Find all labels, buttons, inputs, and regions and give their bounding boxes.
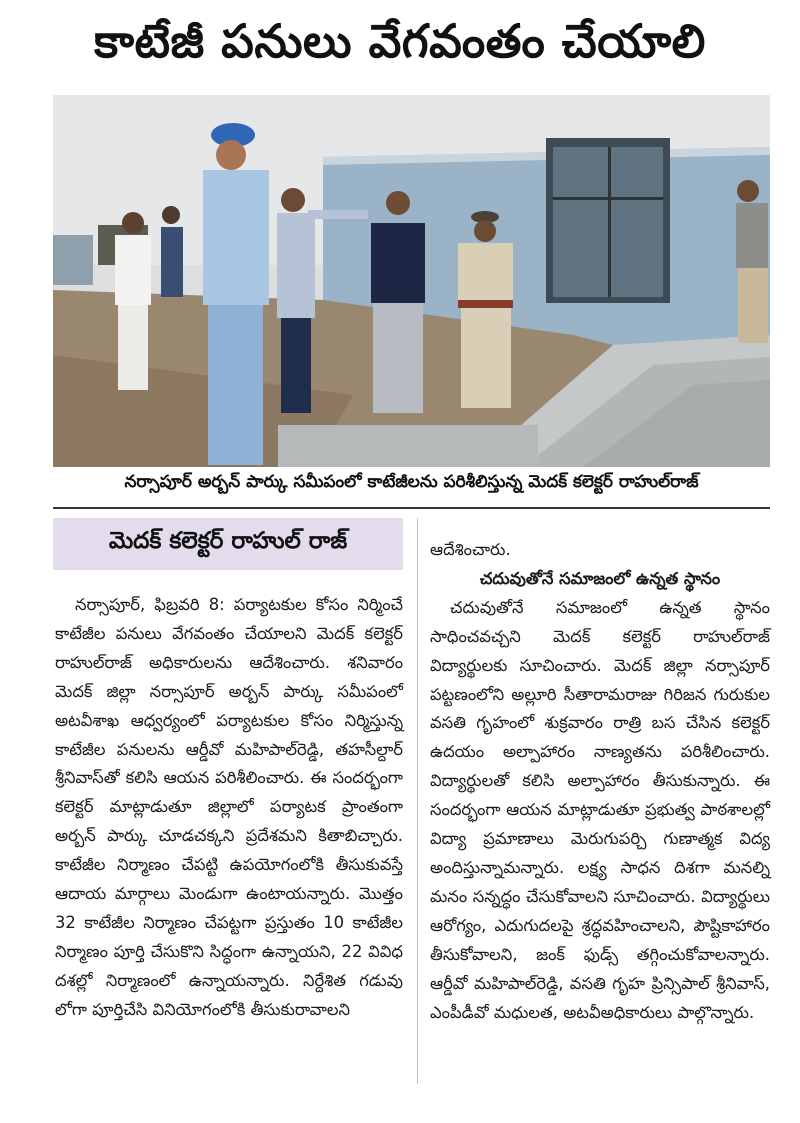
article-continuation: ఆదేశించారు. (430, 540, 511, 559)
news-photo (53, 95, 770, 467)
byline-box (53, 518, 403, 570)
photo-caption: నర్సాపూర్ అర్బన్ పార్కు సమీపంలో కాటేజీలను పరిశీలిస్తున్న మెదక్ కలెక్టర్ రాహుల్‌రాజ్ (124, 472, 699, 492)
article-subheading: చదువుతోనే సమాజంలో ఉన్నత స్థానం (479, 568, 721, 588)
article-left-column (55, 591, 403, 1025)
column-divider (417, 518, 418, 1084)
article-paragraph-right: చదువుతోనే సమాజంలో ఉన్నత స్థానం సాధించవచ్చని మెదక్ కలెక్టర్ రాహుల్‌రాజ్ విద్యార్థులకు సూచించారు. మెదక్ జిల్లా నర్సాపూర్ పట్టణంలోని అల్లూరి సీతారామరాజు గిరిజన గురుకుల వసతి గృహంలో శుక్రవారం రాత్రి బస చేసిన కలెక్టర్ ఉదయం అల్పాహారం నాణ్యతను పరిశీలించారు. విద్యార్థులతో కలిసి అల్పాహారం తీసుకున్నారు. ఈ సందర్భంగా ఆయన మాట్లాడుతూ ప్రభుత్వ పాఠశాలల్లో విద్యా ప్రమాణాలు మెరుగుపర్చి గుణాత్మక విద్య అందిస్తున్నామన్నారు. లక్ష్య సాధన దిశగా మనల్ని మనం సన్నద్ధం చేసుకోవాలని సూచించారు. విద్యార్థులు ఆరోగ్యం, ఎదుగుదలపై శ్రద్ధవహించాలని, పౌష్టికాహారం తీసుకోవాలని, జంక్ ఫుడ్స్ తగ్గించుకోవాలన్నారు. ఆర్డీవో మహిపాల్‌రెడ్డి, వసతి గృహ ప్రిన్సిపాల్ శ్రీనివాస్, ఎంపీడీవో మధులత, అటవీఅధికారులు పాల్గొన్నారు. (430, 597, 770, 1022)
headline: కాటేజీ పనులు వేగవంతం చేయాలి (94, 14, 706, 68)
article-paragraph-left: నర్సాపూర్, ఫిబ్రవరి 8: పర్యాటకుల కోసం నిర్మించే కాటేజీల పనులు వేగవంతం చేయాలని మెదక్ కలెక్టర్ రాహుల్‌రాజ్ అధికారులను ఆదేశించారు. శనివారం మెదక్ జిల్లా నర్సాపూర్ అర్బన్ పార్కు సమీపంలో అటవీశాఖ ఆధ్వర్యంలో పర్యాటకుల కోసం నిర్మిస్తున్న కాటేజీల పనులను ఆర్డీవో మహిపాల్‌రెడ్డి, తహసీల్దార్ శ్రీనివాస్‌తో కలిసి ఆయన పరిశీలించారు. ఈ సందర్భంగా కలెక్టర్ మాట్లాడుతూ జిల్లాలో పర్యాటక ప్రాంతంగా అర్బన్ పార్కు చూడచక్కని ప్రదేశమని కితాబిచ్చారు. కాటేజీల నిర్మాణం చేపట్టి ఉపయోగంలోకి తీసుకువస్తే ఆదాయ మార్గాలు మెండుగా ఉంటాయన్నారు. మొత్తం 32 కాటేజీల నిర్మాణం చేపట్టగా ప్రస్తుతం 10 కాటేజీల నిర్మాణం పూర్తి చేసుకొని సిద్ధంగా ఉన్నాయని, 22 వివిధ దశల్లో నిర్మాణంలో ఉన్నాయన్నారు. నిర్దేశిత గడువు లోగా పూర్తిచేసి వినియోగంలోకి తీసుకురావాలని (55, 595, 403, 1019)
caption-divider (53, 507, 770, 509)
byline-text: మెదక్ కలెక్టర్ రాహుల్ రాజ్ (108, 528, 348, 554)
photo-illustration (53, 95, 770, 467)
article-right-column (430, 536, 770, 1027)
